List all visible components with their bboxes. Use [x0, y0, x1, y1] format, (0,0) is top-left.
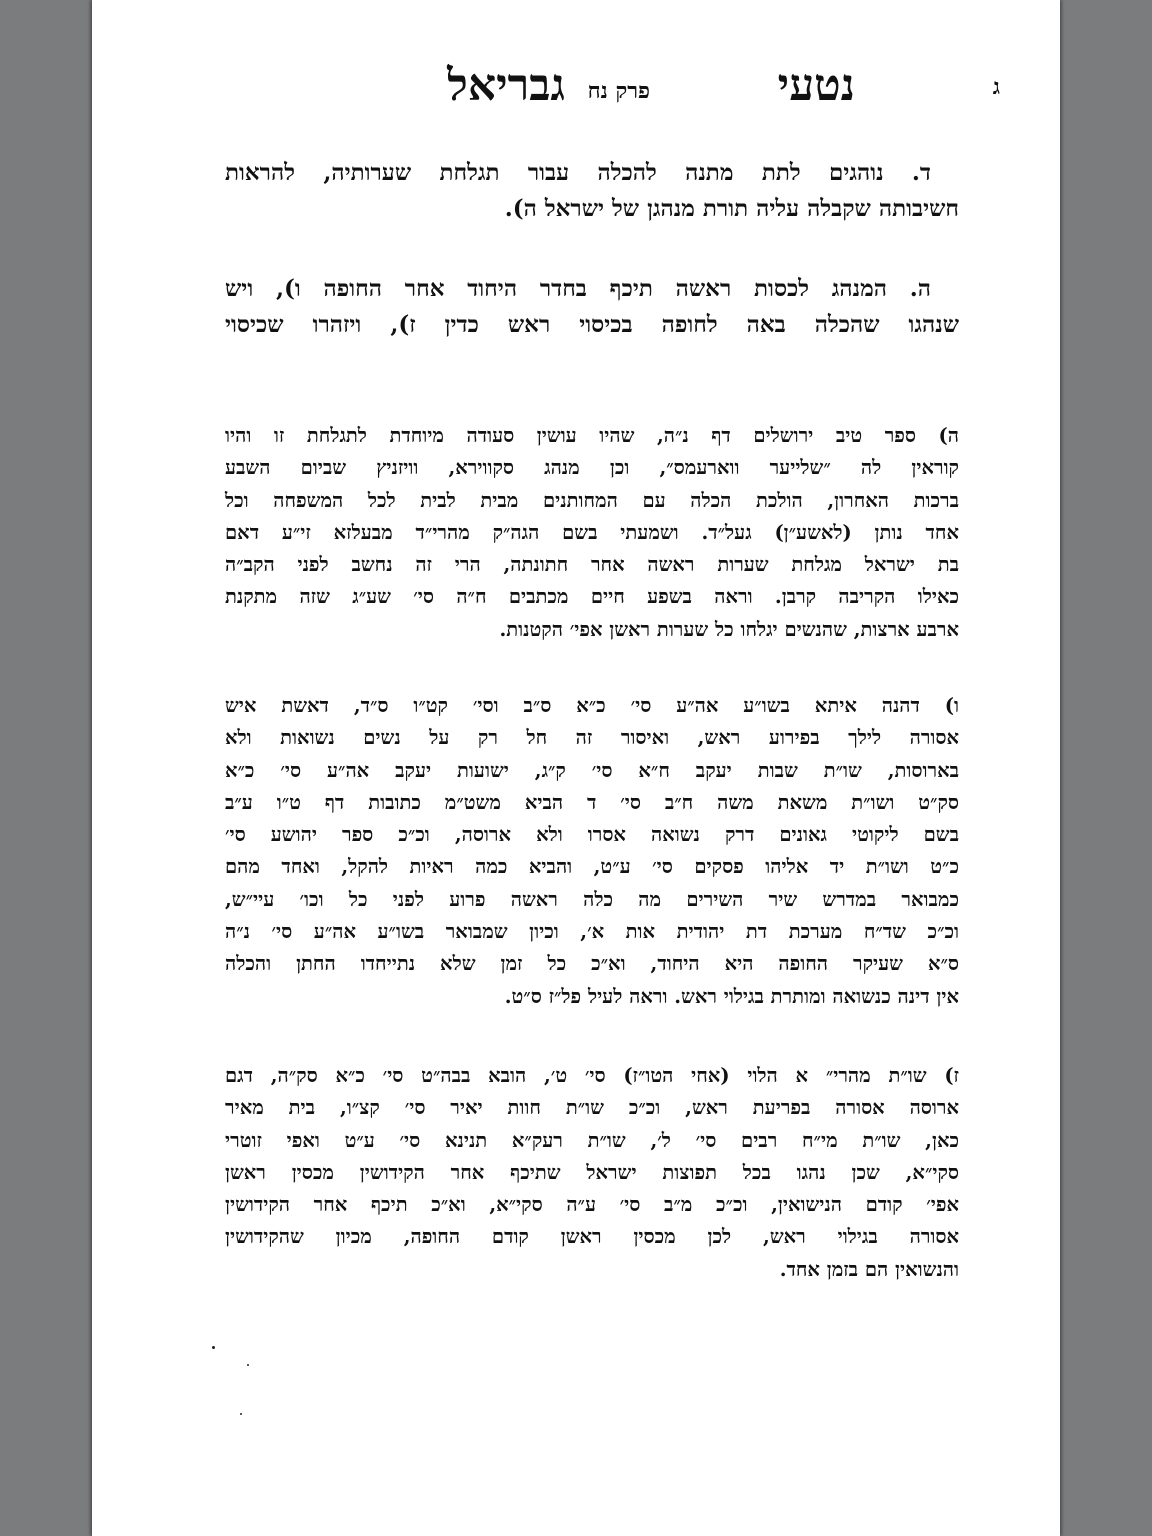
- scan-speck: [240, 1413, 242, 1415]
- footnote-line: אסורה לילך בפירוע ראש, ואיסור זה חל רק על נשים נשואות ולא: [225, 726, 959, 750]
- book-title-word-1: נטעי: [777, 60, 855, 111]
- footnote-line: והנשואין הם בזמן אחד.: [779, 1257, 959, 1281]
- footnote-line: אין דינה כנשואה ומותרת בגילוי ראש. וראה לעיל פל״ז ס״ט.: [504, 984, 959, 1008]
- text-line: חשיבותה שקבלה עליה תורת מנהגן של ישראל ה).: [504, 195, 959, 222]
- scan-speck: [212, 1346, 215, 1349]
- text-line: ה. המנהג לכסות ראשה תיכף בחדר היחוד אחר החופה ו), ויש: [225, 275, 931, 302]
- footnote-line: ארבע ארצות, שהנשים יגלחו כל שערות ראשן אפי׳ הקטנות.: [499, 617, 959, 641]
- footnote-line: ה) ספר טיב ירושלים דף נ״ה, שהיו עושין סעודה מיוחדת לתגלחת זו והיו: [225, 424, 959, 447]
- paragraph-dalet: [225, 155, 959, 227]
- book-title-word-2: גבריאל: [447, 60, 565, 111]
- footnote-line: אסורה בגילוי ראש, לכן מכסין ראשן קודם החופה, מכיון שהקידושין: [225, 1225, 959, 1249]
- footnote-line: אפי׳ קודם הנישואין, וכ״כ מ״ב סי׳ ע״ה סקי״א, וא״כ תיכף אחר הקידושין: [225, 1193, 959, 1217]
- paragraph-heh: [225, 271, 959, 343]
- document-page: [92, 0, 1060, 1536]
- chapter-label: פרק נח: [587, 78, 650, 104]
- footnote-vav: [225, 690, 959, 1013]
- page-number: ג: [992, 74, 1000, 100]
- footnote-line: סקי״א, שכן נהגו בכל תפוצות ישראל שתיכף אחר הקידושין מכסין ראשן: [225, 1160, 960, 1184]
- footnote-line: בשם ליקוטי גאונים דרק נשואה אסרו ולא ארוסה, וכ״כ ספר יהושע סי׳: [225, 823, 959, 847]
- footnote-zayin: [225, 1060, 959, 1286]
- footnote-line: כ״ט ושו״ת יד אליהו פסקים סי׳ ע״ט, והביא כמה ראיות להקל, ואחד מהם: [225, 855, 959, 879]
- footnote-line: כמבואר במדרש שיר השירים מה כלה ראשה פרוע לפני כל וכו׳ עיי״ש,: [225, 887, 959, 911]
- footnote-line: ו) דהנה איתא בשו״ע אה״ע סי׳ כ״א ס״ב וסי׳ קט״ו ס״ד, דאשת איש: [225, 694, 959, 717]
- footnote-line: בת ישראל מגלחת שערות ראשה אחר חתונתה, הרי זה נחשב לפני הקב״ה: [225, 553, 959, 577]
- text-line: ד. נוהגים לתת מתנה להכלה עבור תגלחת שערותיה, להראות: [225, 159, 931, 186]
- footnote-heh: [225, 420, 959, 646]
- footnote-line: כאן, שו״ת מי״ח רבים סי׳ ל׳, שו״ת רעק״א תנינא סי׳ ע״ט ואפי זוטרי: [225, 1128, 959, 1152]
- footnote-line: וכ״כ שד״ח מערכת דת יהודית אות א׳, וכיון שמבואר בשו״ע אה״ע סי׳ נ״ה: [225, 920, 959, 944]
- footnote-line: ז) שו״ת מהרי״ א הלוי (אחי הטו״ז) סי׳ ט׳, הובא בבה״ט סי׳ כ״א סק״ה, דגם: [225, 1064, 959, 1087]
- footnote-line: ס״א שעיקר החופה היא היחוד, וא״כ כל זמן שלא נתייחדו החתן והכלה: [225, 952, 959, 976]
- scan-speck: [247, 1364, 249, 1366]
- footnote-line: כאילו הקריבה קרבן. וראה בשפע חיים מכתבים ח״ה סי׳ שע״ג שזה מתקנת: [225, 585, 959, 609]
- footnote-line: ארוסה אסורה בפריעת ראש, וכ״כ שו״ת חוות יאיר סי׳ קצ״ו, בית מאיר: [225, 1096, 959, 1120]
- footnote-line: ברכות האחרון, הולכת הכלה עם המחותנים מבית לבית לכל המשפחה וכל: [225, 488, 959, 512]
- footnote-line: סק״ט ושו״ת משאת משה ח״ב סי׳ ד הביא משט״מ כתובות דף ט״ו ע״ב: [225, 790, 959, 814]
- footnote-line: קוראין לה ״שלייער ווארעמס״, וכן מנהג סקווירא, וויזניץ שביום השבע: [225, 456, 959, 480]
- footnote-line: בארוסות, שו״ת שבות יעקב ח״א סי׳ ק״ג, ישועות יעקב אה״ע סי׳ כ״א: [225, 758, 959, 782]
- footnote-line: אחד נותן (לאשע״ן) געל״ד. ושמעתי בשם הגה״ק מהרי״ד מבעלזא זי״ע דאם: [225, 520, 959, 544]
- running-header: [92, 60, 1060, 120]
- text-line: שנהגו שהכלה באה לחופה בכיסוי ראש כדין ז), ויזהרו שכיסוי: [225, 311, 959, 338]
